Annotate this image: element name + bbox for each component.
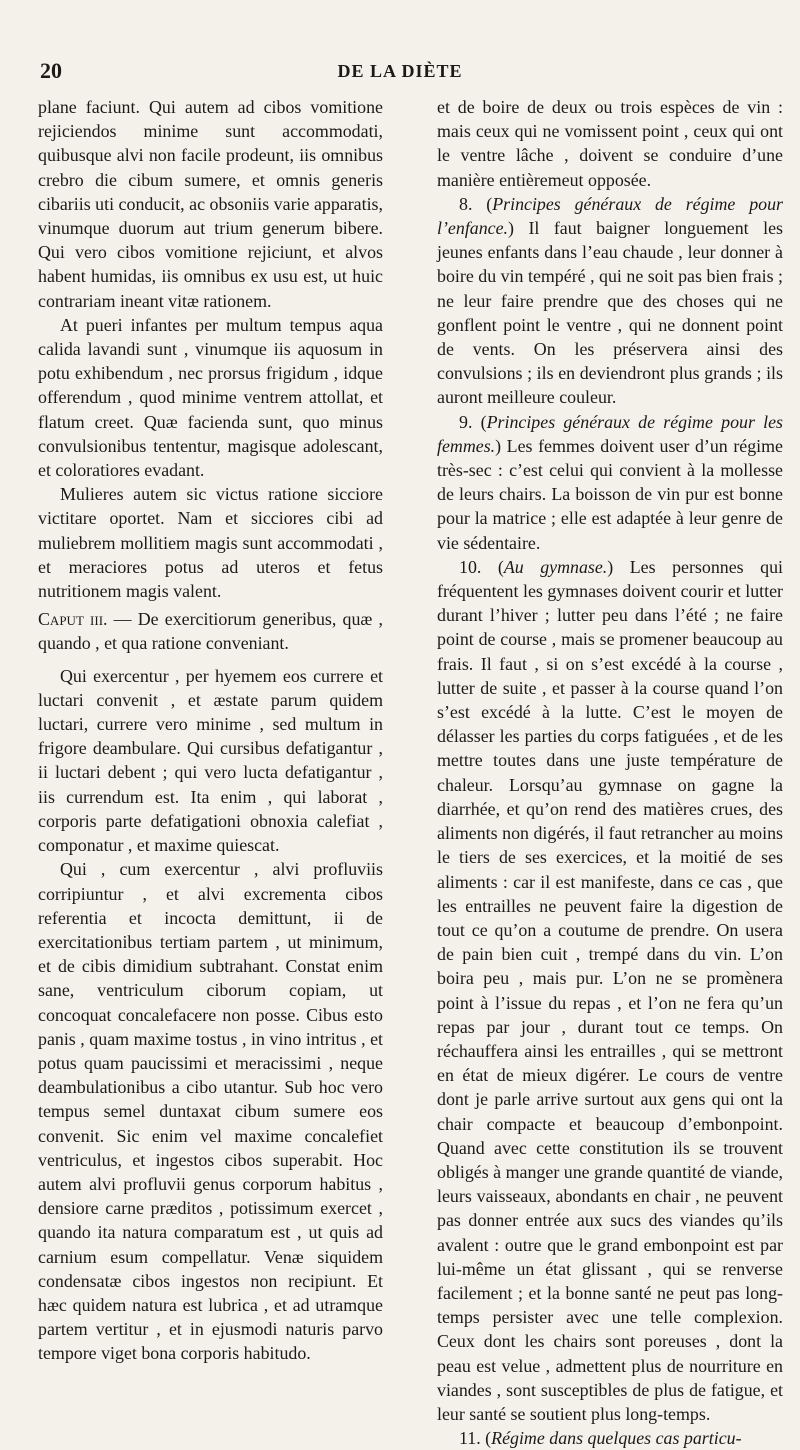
section-title: Principes généraux de régime pour l’enfance. (437, 193, 783, 239)
section-number: 9. ( (459, 411, 487, 432)
page-header (40, 58, 760, 88)
page-number: 20 (40, 58, 62, 83)
french-column (437, 95, 783, 1450)
paragraph: Mulieres autem sic victus ratione sicciore victitare oportet. Nam et sicciores cibi ad muliebrem mollitiem magis sunt accommodati , et meraciores potus ad uteros et fetus nutritionem magis valent. (38, 484, 383, 602)
section-9 (437, 410, 783, 555)
section-text: ) Les femmes doivent user d’un régime très-sec : c’est celui qui convient à la mollesse de leurs chairs. La boisson de vin pur est bonne pour la matrice ; elle est adaptée à leur genre de vie sédentaire. (437, 435, 783, 553)
paragraph: Qui , cum exercentur , alvi profluviis corripiuntur , et alvi excrementa cibos referentia et incocta demittunt, ii de exercitationibus tertiam partem , ut minimum, et de cibis dimidium subtrahant. Constat enim sane, ventriculum ciborum copiam, ut concoquat concalefacere non posse. Cibus esto panis , quam maxime tostus , in vino intritus , et potus quam paucissimi et meracissimi , neque deambulationibus a cibo utantur. Sub hoc vero tempus semel duntaxat cibum sumere eos convenit. Sic enim vel maxime concalefiet ventriculus, et ingestos cibos superabit. Hoc autem alvi profluvii genus corporum habitus , densiore carne præditos , potissimum exercet , quando ita natura comparatum est , ut quis ad carnium esum compellatur. Venæ siquidem condensatæ cibos ingestos non recipiunt. Et hæc quidem natura est lubrica , et ad utramque partem vertitur , et in ejusmodi naturis parvo tempore viget bona corporis habitudo. (38, 859, 383, 1364)
chapter-heading (38, 607, 383, 655)
section-title: Principes généraux de régime pour les femmes. (437, 411, 783, 456)
section-10 (437, 555, 783, 1426)
section-title: Au gymnase. (503, 556, 608, 577)
paragraph: Qui exercentur , per hyemem eos currere et luctari convenit , et æstate parum quidem luctari, currere vero minime , sed multum in frigore deambulare. Qui cursibus defatigantur , ii luctari debent ; qui vero lucta defatigantur , iis currendum est. Ita enim , qui laborat , corporis parte defatigationi obnoxia calefiat , componatur , et maxime quiescat. (38, 665, 383, 856)
chapter-title: — De exercitiorum generibus, quæ , quando , et qua ratione conveniant. (38, 609, 383, 654)
paragraph: et de boire de deux ou trois espèces de vin : mais ceux qui ne vomissent point , ceux qui ont le ventre lâche , doivent se conduire d’une manière entièremeut opposée. (437, 97, 783, 190)
section-title: Régime dans quelques cas particu- (491, 1428, 742, 1449)
paragraph: plane faciunt. Qui autem ad cibos vomitione rejiciendos minime sunt accommodati, quibusque alvi non facile prodeunt, iis omnibus crebro die cibum sumere, et omnis generis cibariis uti conducit, ac obsoniis varie apparatis, vinumque duorum aut trium generum bibere. Qui vero cibos vomitione rejiciunt, et alvos habent humidas, iis omnibus ex usu est, ut huic contrariam ineant vitæ rationem. (38, 97, 383, 311)
section-11 (437, 1426, 783, 1450)
section-number: 11. ( (459, 1428, 492, 1449)
section-number: 10. ( (459, 556, 504, 577)
section-number: 8. ( (459, 193, 493, 214)
paragraph: At pueri infantes per multum tempus aqua calida lavandi sunt , vinumque iis aquosum in potu exhibendum , nec prorsus frigidum , idque offerendum , quod minime ventrem attollat, et flatum creet. Quæ facienda sunt, quo minus convulsionibus tententur, magisque adolescant, et coloratiores evadant. (38, 314, 383, 481)
section-8 (437, 192, 783, 410)
latin-column (38, 95, 383, 1366)
section-text: ) Les personnes qui fréquentent les gymnases doivent courir et lutter durant l’hiver ; lutter peu dans l’été ; ne faire point de course , mais se promener beaucoup au frais. Il faut , si on s’est excédé à la course , lutter de suite , et passer à la course quand l’on s’est excédé à la lutte. C’est le moyen de délasser les parties du corps fatiguées , et de les mettre toutes dans une juste température de chaleur. Lorsqu’au gymnase on gagne la diarrhée, et qu’on rend des matières crues, des aliments non digérés, il faut retrancher au moins le tiers de ses exercices, et la moitié de ses aliments : car il est manifeste, dans ce cas , que les entrailles ne peuvent faire la digestion de tout ce qu’on a coutume de prendre. On usera de pain bien cuit , trempé dans du vin. L’on boira peu , mais pur. L’on ne se promènera point à l’issue du repas , et l’on ne fera qu’un repas par jour , durant tout ce temps. On réchauffera ainsi les entrailles , qui se mettront en état de mieux digérer. Le cours de ventre dont je parle arrive surtout aux gens qui ont la chair compacte et beaucoup d’embonpoint. Quand avec cette constitution ils se trouvent obligés à manger une grande quantité de viande, leurs vaisseaux, abondants en chair , ne peuvent pas donner entrée aux sucs des viandes qu’ils avalent : outre que le grand embonpoint est par lui-même un état glissant , qui se renverse facilement ; et la bonne santé ne peut pas long-temps persister avec une telle complexion. Ceux dont les chairs sont poreuses , dont la peau est velue , admettent plus de nourriture en viandes , sont susceptibles de plus de fatigue, et leur santé se soutient plus long-temps. (437, 556, 783, 1424)
section-text: ) Il faut baigner longuement les jeunes enfants dans l’eau chaude , leur donner à boire du vin tempéré , qui ne soit pas bien frais ; ne leur faire prendre que des choses qui ne gonflent point le ventre , qui ne donnent point de vents. On les préservera ainsi des convulsions ; ils en deviendront plus grands ; ils auront meilleure couleur. (437, 218, 783, 408)
chapter-label: Caput iii. (38, 609, 108, 630)
running-title: DE LA DIÈTE (337, 61, 463, 81)
